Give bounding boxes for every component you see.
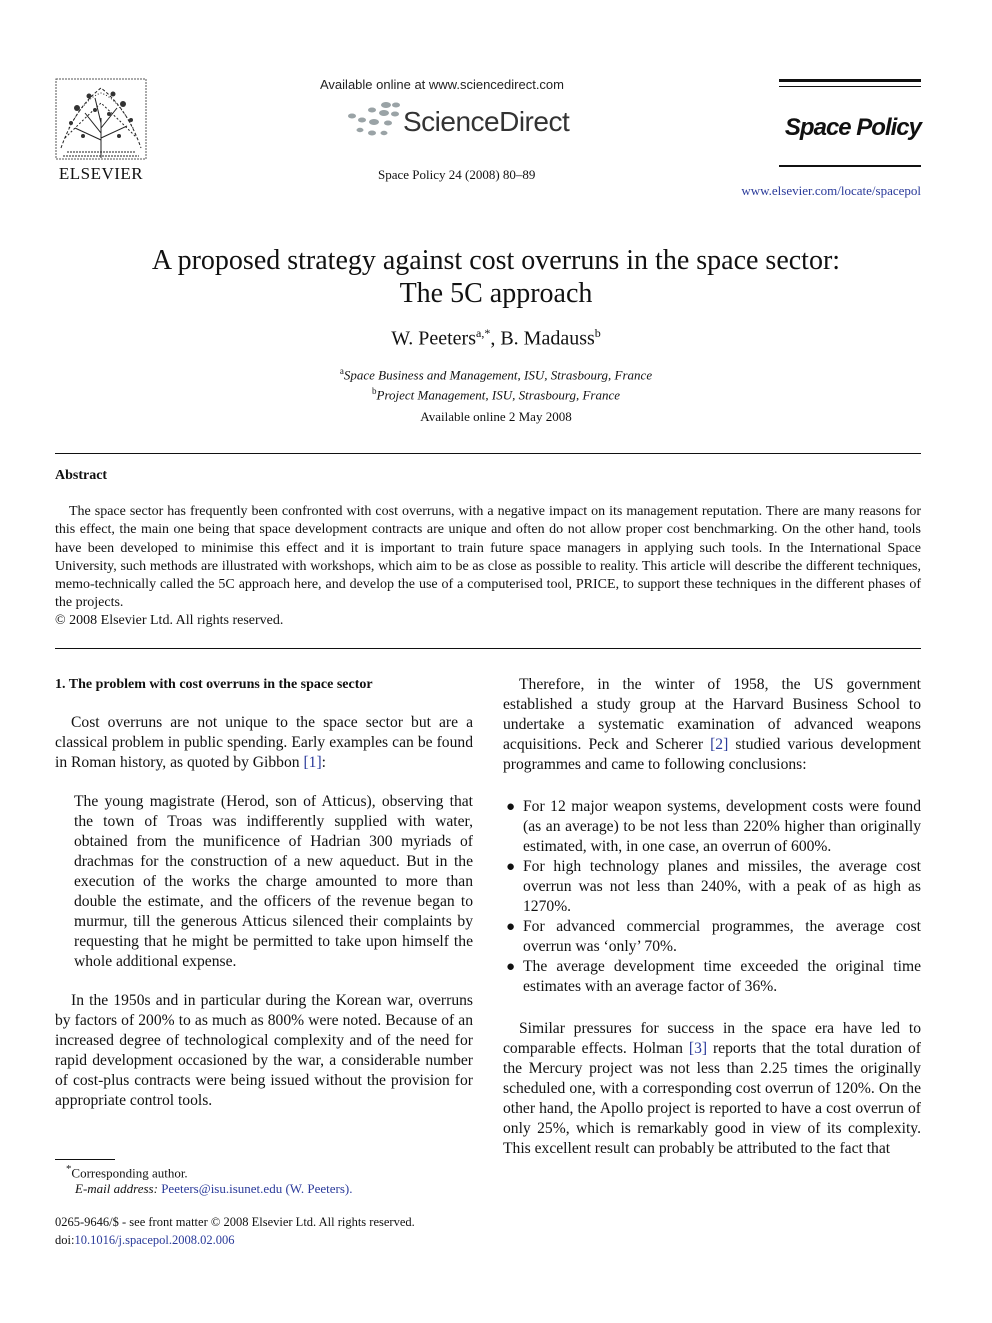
reference-link-1[interactable]: [1] [303, 754, 322, 771]
reference-link-3[interactable]: [3] [688, 1040, 708, 1057]
abstract-bottom-rule [55, 648, 921, 649]
conclusions-list [503, 797, 921, 997]
available-online-date: Available online 2 May 2008 [420, 409, 572, 424]
author-list [60, 326, 932, 351]
affiliation-a-text: Space Business and Management, ISU, Strasbourg, France [343, 367, 653, 383]
paragraph-3-text: Therefore, in the winter of 1958, the US government established a study group at the Harvard Business School to undertake a systematic examination of advanced weapons acquisitions. Peck and Scherer [503, 676, 921, 753]
title-line-2: The 5C approach [399, 278, 593, 309]
journal-reference: Space Policy 24 (2008) 80–89 [378, 167, 536, 182]
email-link[interactable]: Peeters@isu.isunet.edu (W. Peeters). [161, 1181, 353, 1196]
paragraph-1 [55, 713, 473, 773]
doi-line [55, 1233, 235, 1248]
author-2[interactable]: B. Madauss [500, 327, 595, 350]
bullet-icon: ● [506, 799, 516, 815]
list-item-text: For high technology planes and missiles, the average cost overrun was not less than 240%, with a peak of as high as 1270%. [523, 858, 921, 915]
paragraph-1-text: Cost overruns are not unique to the space sector but are a classical problem in public spending. Early examples can be found in Roman history, as quoted by Gibbon [55, 714, 473, 771]
journal-name: Space Policy [784, 114, 921, 141]
list-item-text: For advanced commercial programmes, the average cost overrun was ‘only’ 70%. [523, 918, 921, 955]
author-1-affil-mark[interactable]: a,* [476, 326, 491, 340]
list-item [503, 857, 921, 917]
affiliation-b [60, 383, 932, 403]
bullet-icon: ● [506, 919, 516, 935]
issn-line: 0265-9646/$ - see front matter © 2008 Elsevier Ltd. All rights reserved. [55, 1215, 415, 1229]
paragraph-1-end: : [321, 754, 327, 771]
abstract-top-rule [55, 453, 921, 454]
abstract-text: The space sector has frequently been confronted with cost overruns, with a negative impact on its management reputation. There are many reasons for this effect, the main one being that space development contracts are unique and often do not allow proper cost benchmarking. On the other hand, tools have been developed to minimise this effect and it is important to train future space managers in applying such tools. In the International Space University, such methods are illustrated with workshops, which aim to be as close as possible to reality. This article will describe the different techniques, memo-technically called the 5C approach here, and develop the use of a computerised tool, PRICE, to support these techniques in the different phases of the projects. [55, 504, 921, 611]
author-separator: , [490, 327, 501, 350]
paragraph-2: In the 1950s and in particular during the Korean war, overruns by factors of 200% to as much as 800% were noted. Because of an increased degree of technological complexity and of the need for rapid development occasioned by the war, a considerable number of cost-plus contracts were being issued without the provision for appropriate control tools. [55, 992, 473, 1109]
paragraph-3-end: studied various development programmes and came to following conclusions: [503, 736, 921, 773]
affiliation-a-mark: a [339, 366, 344, 376]
list-item [503, 797, 921, 857]
header-rule-thin [779, 86, 921, 87]
bullet-icon: ● [506, 959, 516, 975]
author-2-affil-mark[interactable]: b [594, 326, 601, 340]
right-column [503, 675, 921, 1159]
affiliations [60, 363, 932, 404]
sciencedirect-wordmark: ScienceDirect [403, 106, 570, 137]
header-rule [779, 79, 921, 82]
sciencedirect-dots-icon [346, 100, 406, 140]
abstract-heading: Abstract [55, 468, 108, 483]
paragraph-4-end: reports that the total duration of the Mercury project was not less than 2.25 times the originally scheduled one, with a corresponding cost overrun of 120%. On the other hand, the Apollo project is reported to have a cost overrun of only 25%, which is remarkably good in view of its complexity. This excellent result can probably be attributed to the fact that [503, 1040, 921, 1157]
list-item [503, 917, 921, 957]
affiliation-b-mark: b [372, 386, 377, 397]
affiliation-b-text: Project Management, ISU, Strasbourg, France [376, 387, 620, 403]
paragraph-4-text: Similar pressures for success in the space era have led to comparable effects. Holman [503, 1020, 921, 1057]
footnote-rule [55, 1159, 115, 1160]
affiliation-a [60, 363, 932, 383]
abstract-copyright: © 2008 Elsevier Ltd. All rights reserved. [55, 613, 284, 628]
doi-label: doi: [55, 1233, 75, 1247]
available-online-banner[interactable]: Available online at www.sciencedirect.com [320, 77, 564, 92]
paragraph-3 [503, 675, 921, 775]
journal-url-link[interactable]: www.elsevier.com/locate/spacepol [741, 183, 921, 198]
doi-link[interactable]: 10.1016/j.spacepol.2008.02.006 [74, 1233, 235, 1247]
corresponding-text: Corresponding author. [71, 1165, 188, 1181]
corresponding-mark: * [66, 1163, 72, 1175]
title-line-1: A proposed strategy against cost overruns in the space sector: [151, 245, 841, 276]
email-note [75, 1181, 352, 1197]
list-item-text: The average development time exceeded the original time estimates with an average factor of 36%. [523, 958, 921, 995]
bullet-icon: ● [506, 859, 516, 875]
reference-link-2[interactable]: [2] [710, 736, 729, 753]
publisher-name: ELSEVIER [58, 164, 144, 183]
email-label: E-mail address: [75, 1181, 162, 1196]
block-quote: The young magistrate (Herod, son of Atticus), observing that the town of Troas was indifferently supplied with water, obtained from the munificence of Hadrian 300 myriads of drachmas for the construction of a new aqueduct. But in the execution of the works the charge amounted to more than double the estimate, and the officers of the revenue began to murmur, till the generous Atticus silenced their complaints by requesting that he might be permitted to take upon himself the whole additional expense. [74, 793, 473, 970]
article-title [60, 244, 932, 310]
author-1[interactable]: W. Peeters [391, 327, 476, 350]
corresponding-author-note [66, 1163, 188, 1181]
paragraph-4 [503, 1019, 921, 1159]
list-item-text: For 12 major weapon systems, development costs were found (as an average) to be not less than 220% higher than originally estimated, with, in one case, an overrun of 600%. [523, 798, 921, 855]
left-column [55, 675, 473, 1111]
list-item [503, 957, 921, 997]
section-1-heading: 1. The problem with cost overruns in the space sector [55, 677, 373, 692]
journal-rule [779, 165, 921, 167]
